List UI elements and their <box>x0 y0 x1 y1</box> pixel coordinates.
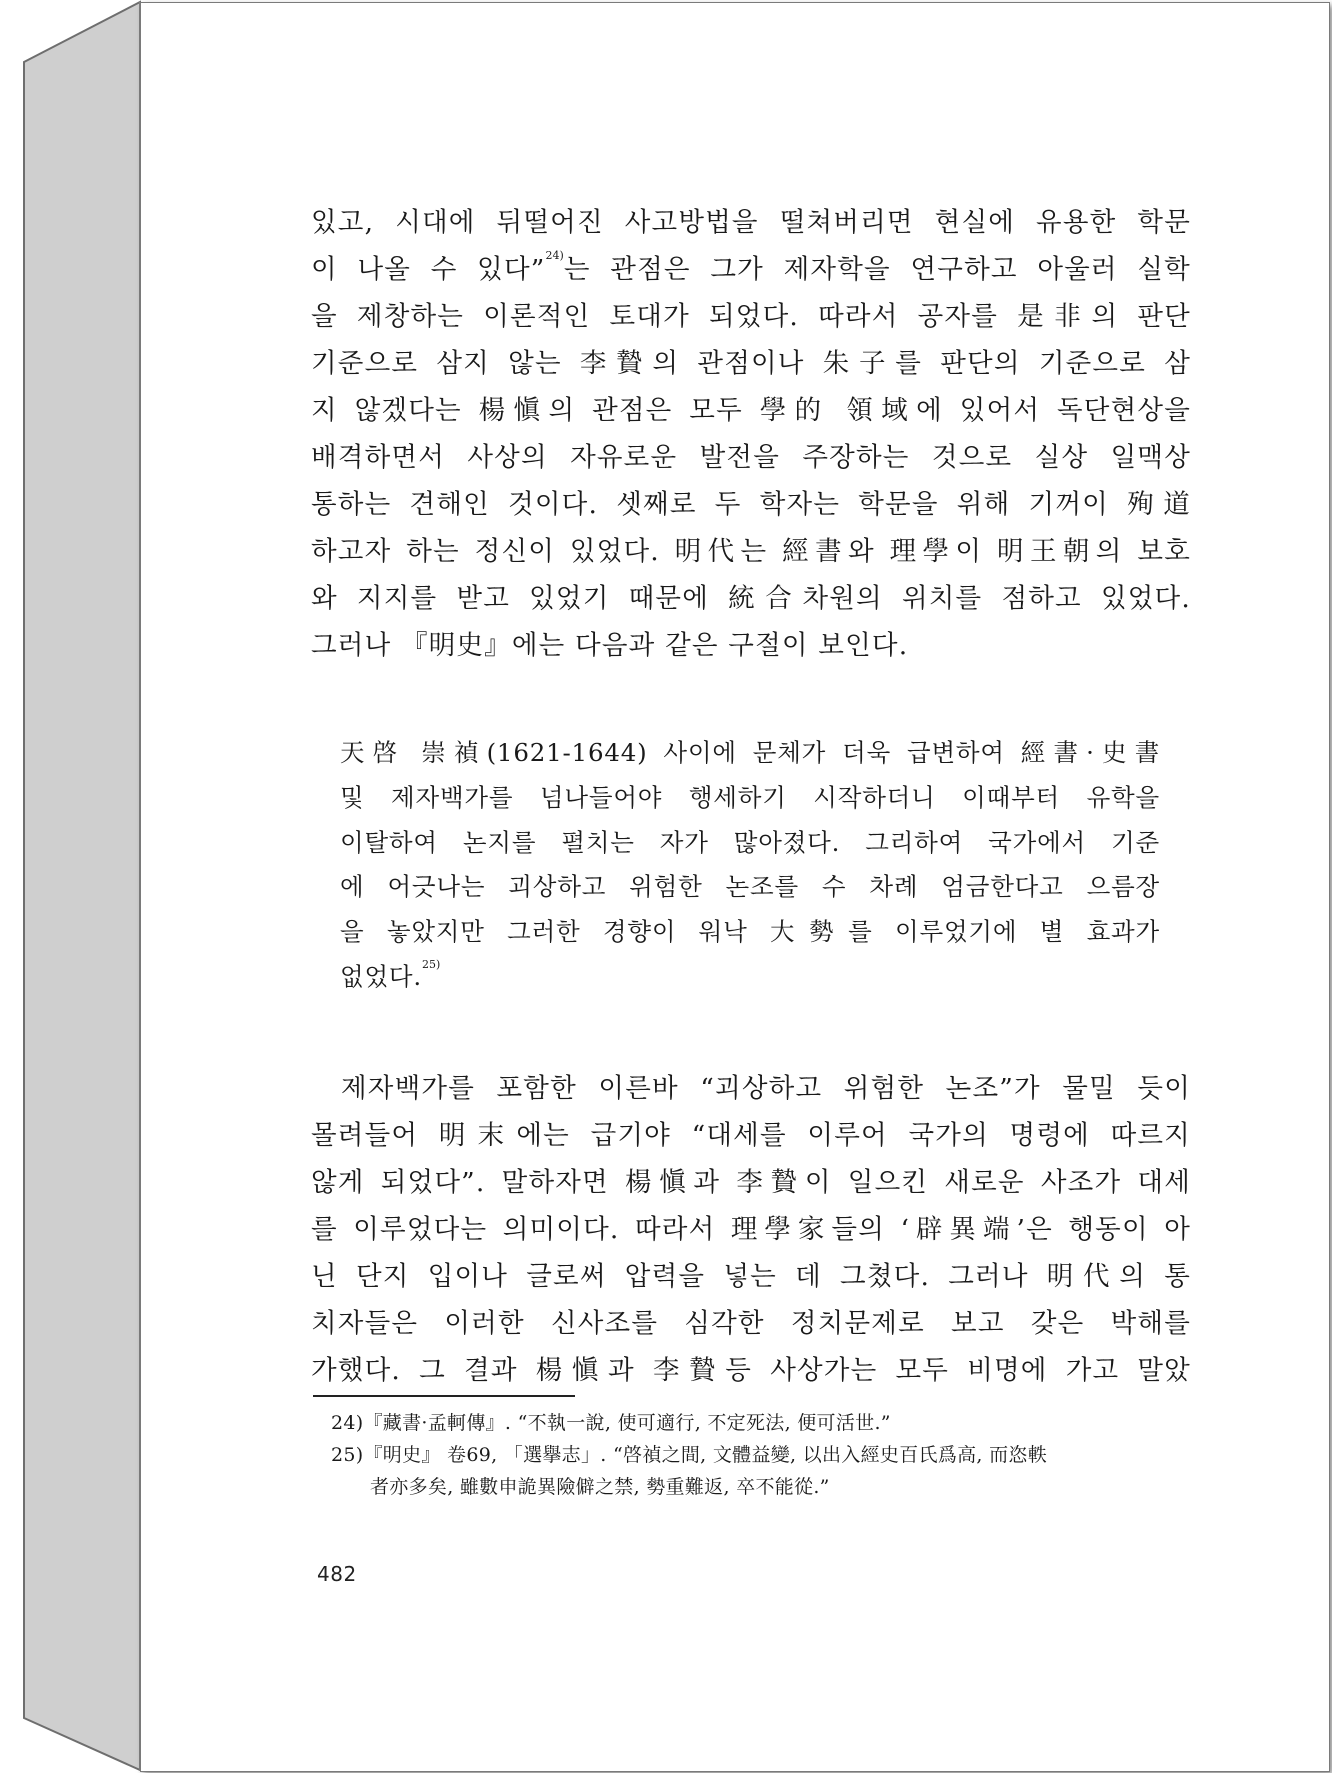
text-fragment: 이 나올 수 있다” <box>311 254 546 285</box>
paragraph-1 <box>311 199 1191 669</box>
text-line: 와 지지를 받고 있었기 때문에 統合차원의 위치를 점하고 있었다. <box>311 583 1191 614</box>
text-line: 을 제창하는 이론적인 토대가 되었다. 따라서 공자를 是非의 판단 <box>311 301 1191 332</box>
quote-line: 을 놓았지만 그러한 경향이 워낙 大勢를 이루었기에 별 효과가 <box>340 917 1160 947</box>
text-line: 몰려들어 明末에는 급기야 “대세를 이루어 국가의 명령에 따르지 <box>311 1120 1191 1151</box>
quote-line <box>340 955 1160 1000</box>
footnotes <box>331 1407 1201 1503</box>
text-line: 그러나 『明史』에는 다음과 같은 구절이 보인다. <box>311 630 909 661</box>
text-line: 기준으로 삼지 않는 李贄의 관점이나 朱子를 판단의 기준으로 삼 <box>311 348 1191 379</box>
footnote-divider <box>313 1395 575 1397</box>
text-line: 배격하면서 사상의 자유로운 발전을 주장하는 것으로 실상 일맥상 <box>311 442 1192 473</box>
text-line: 하고자 하는 정신이 있었다. 明代는 經書와 理學이 明王朝의 보호 <box>311 536 1191 567</box>
footnote-ref-24: 24) <box>545 249 564 262</box>
footnote-25-continued: 者亦多矣, 雖數申詭異險僻之禁, 勢重難返, 卒不能從.” <box>370 1476 830 1498</box>
text-line: 제자백가를 포함한 이른바 “괴상하고 위험한 논조”가 물밀 듯이 <box>341 1073 1191 1104</box>
quote-line: 이탈하여 논지를 펼치는 자가 많아졌다. 그리하여 국가에서 기준 <box>340 827 1160 857</box>
text-fragment: 없었다. <box>340 961 422 991</box>
block-quote <box>340 731 1160 1000</box>
book-page <box>140 2 1330 1772</box>
text-line: 통하는 견해인 것이다. 셋째로 두 학자는 학문을 위해 기꺼이 殉道 <box>311 489 1191 520</box>
text-line: 있고, 시대에 뒤떨어진 사고방법을 떨쳐버리면 현실에 유용한 학문 <box>311 207 1191 238</box>
page-number: 482 <box>317 1562 357 1586</box>
text-fragment: 는 관점은 그가 제자학을 연구하고 아울러 실학 <box>563 254 1191 285</box>
text-line: 않게 되었다”. 말하자면 楊愼과 李贄이 일으킨 새로운 사조가 대세 <box>311 1167 1191 1198</box>
footnote-24: 24)『藏書·孟軻傳』. “不執一說, 使可適行, 不定死法, 便可活世.” <box>331 1412 891 1434</box>
text-line: 가했다. 그 결과 楊愼과 李贄등 사상가는 모두 비명에 가고 말았 <box>311 1355 1191 1386</box>
text-line: 지 않겠다는 楊愼의 관점은 모두 學的 領域에 있어서 독단현상을 <box>311 395 1191 426</box>
footnote-ref-25: 25) <box>422 957 441 971</box>
text-line <box>311 246 1191 293</box>
text-line: 치자들은 이러한 신사조를 심각한 정치문제로 보고 갖은 박해를 <box>311 1308 1191 1339</box>
text-line: 를 이루었다는 의미이다. 따라서 理學家들의 ‘辟異端’은 행동이 아 <box>311 1214 1191 1245</box>
quote-line: 에 어긋나는 괴상하고 위험한 논조를 수 차례 엄금한다고 으름장 <box>340 872 1160 902</box>
text-line: 닌 단지 입이나 글로써 압력을 넣는 데 그쳤다. 그러나 明代의 통 <box>311 1261 1191 1292</box>
footnote-25: 25)『明史』 卷69, 「選擧志」. “啓禎之間, 文體益變, 以出入經史百氏爲高, 而恣軼 <box>331 1444 1048 1466</box>
quote-line: 天啓 崇禎(1621-1644) 사이에 문체가 더욱 급변하여 經書·史書 <box>340 738 1160 767</box>
paragraph-2 <box>311 1065 1191 1394</box>
quote-line: 및 제자백가를 넘나들어야 행세하기 시작하더니 이때부터 유학을 <box>340 782 1160 812</box>
